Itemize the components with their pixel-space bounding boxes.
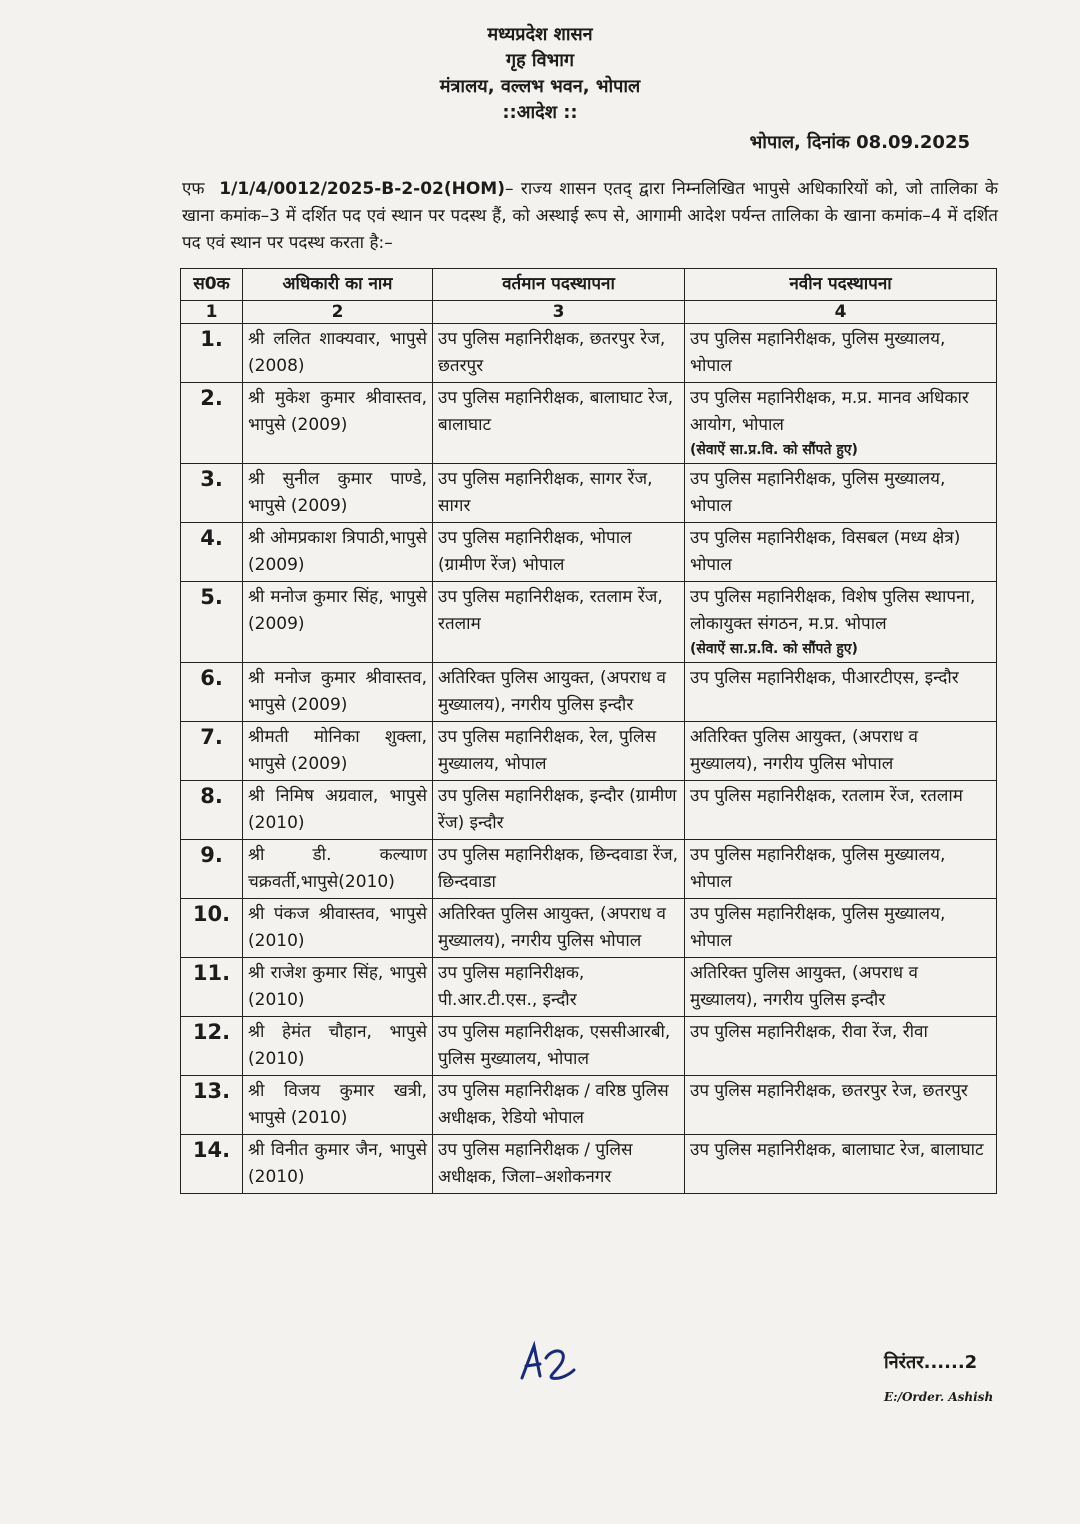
new-posting-text: उप पुलिस महानिरीक्षक, पीआरटीएस, इन्दौर <box>690 668 959 688</box>
officer-name-text: श्री मुकेश कुमार श्रीवास्तव, भापुसे (2009) <box>248 388 427 435</box>
place-date: भोपाल, दिनांक 08.09.2025 <box>749 132 970 153</box>
col-header-new-posting: नवीन पदस्थापना <box>685 269 997 301</box>
posting-note: (सेवाऐं सा.प्र.वि. को सौंपते हुए) <box>690 442 858 458</box>
govt-name: मध्यप्रदेश शासन <box>487 24 593 45</box>
new-posting <box>685 781 997 840</box>
order-body: – राज्य शासन एतद् द्वारा निम्नलिखित भापुसे अधिकारियों को, जो तालिका के खाना कमांक–3 में दर्शित पद एवं स्थान पर पदस्थ हैं, को अस्थाई रूप से, आगामी आदेश पर्यन्त तालिका के खाना कमांक–4 में दर्शित पद एवं स्थान पर पदस्थ करता है:– <box>182 179 998 253</box>
serial-number <box>181 663 243 722</box>
officer-name-text: श्रीमती मोनिका शुक्ला, भापुसे (2009) <box>248 727 427 774</box>
new-posting <box>685 1135 997 1194</box>
col-number: 1 <box>181 301 243 324</box>
officer-name-text: श्री सुनील कुमार पाण्डे, भापुसे (2009) <box>248 469 427 516</box>
table-row <box>181 464 997 523</box>
serial-number <box>181 1135 243 1194</box>
new-posting <box>685 1076 997 1135</box>
serial-number-text: 4. <box>200 526 223 550</box>
officer-name <box>243 464 433 523</box>
current-posting-text: उप पुलिस महानिरीक्षक, बालाघाट रेज, बालाघाट <box>438 388 674 435</box>
order-prefix: एफ <box>182 179 205 199</box>
new-posting-text: उप पुलिस महानिरीक्षक, रीवा रेंज, रीवा <box>690 1022 928 1042</box>
officer-name <box>243 722 433 781</box>
new-posting <box>685 899 997 958</box>
current-posting-text: उप पुलिस महानिरीक्षक / वरिष्ठ पुलिस अधीक्षक, रेडियो भोपाल <box>438 1081 669 1128</box>
new-posting-text: अतिरिक्त पुलिस आयुक्त, (अपराध व मुख्यालय), नगरीय पुलिस इन्दौर <box>690 963 918 1010</box>
new-posting <box>685 582 997 663</box>
table-row <box>181 324 997 383</box>
officer-name-text: श्री डी. कल्याण चक्रवर्ती,भापुसे(2010) <box>248 845 427 892</box>
order-reference-number: 1/1/4/0012/2025-B-2-02(HOM) <box>219 179 505 199</box>
current-posting <box>433 383 685 464</box>
new-posting-text: उप पुलिस महानिरीक्षक, बालाघाट रेज, बालाघाट <box>690 1140 984 1160</box>
new-posting-text: उप पुलिस महानिरीक्षक, रतलाम रेंज, रतलाम <box>690 786 963 806</box>
officer-name <box>243 1076 433 1135</box>
current-posting-text: उप पुलिस महानिरीक्षक, इन्दौर (ग्रामीण रेंज) इन्दौर <box>438 786 677 833</box>
serial-number-text: 2. <box>200 386 223 410</box>
officer-name <box>243 840 433 899</box>
serial-number-text: 1. <box>200 327 223 351</box>
table-row <box>181 1135 997 1194</box>
col-number: 2 <box>243 301 433 324</box>
serial-number-text: 6. <box>200 666 223 690</box>
serial-number-text: 3. <box>200 467 223 491</box>
posting-note: (सेवाऐं सा.प्र.वि. को सौंपते हुए) <box>690 641 858 657</box>
new-posting-text: अतिरिक्त पुलिस आयुक्त, (अपराध व मुख्यालय), नगरीय पुलिस भोपाल <box>690 727 918 774</box>
current-posting <box>433 958 685 1017</box>
officer-name-text: श्री राजेश कुमार सिंह, भापुसे (2010) <box>248 963 427 1010</box>
serial-number <box>181 958 243 1017</box>
serial-number <box>181 781 243 840</box>
serial-number <box>181 899 243 958</box>
table-row <box>181 1017 997 1076</box>
current-posting-text: उप पुलिस महानिरीक्षक, पी.आर.टी.एस., इन्दौर <box>438 963 585 1010</box>
officer-name-text: श्री हेमंत चौहान, भापुसे (2010) <box>248 1022 427 1069</box>
posting-table <box>180 268 997 1194</box>
new-posting-text: उप पुलिस महानिरीक्षक, म.प्र. मानव अधिकार आयोग, भोपाल <box>690 388 969 435</box>
new-posting-text: उप पुलिस महानिरीक्षक, विशेष पुलिस स्थापना, लोकायुक्त संगठन, म.प्र. भोपाल <box>690 587 976 634</box>
signature-mark <box>512 1338 582 1388</box>
continued-note: निरंतर......2 <box>884 1352 978 1373</box>
current-posting <box>433 840 685 899</box>
officer-name-text: श्री मनोज कुमार सिंह, भापुसे (2009) <box>248 587 427 634</box>
col-header-current-posting: वर्तमान पदस्थापना <box>433 269 685 301</box>
table-row <box>181 523 997 582</box>
current-posting <box>433 1076 685 1135</box>
new-posting <box>685 383 997 464</box>
table-row <box>181 722 997 781</box>
officer-name-text: श्री ललित शाक्यवार, भापुसे (2008) <box>248 329 427 376</box>
current-posting-text: उप पुलिस महानिरीक्षक, छतरपुर रेज, छतरपुर <box>438 329 666 376</box>
current-posting <box>433 324 685 383</box>
serial-number-text: 7. <box>200 725 223 749</box>
new-posting <box>685 958 997 1017</box>
serial-number <box>181 840 243 899</box>
officer-name <box>243 899 433 958</box>
current-posting <box>433 1017 685 1076</box>
new-posting-text: उप पुलिस महानिरीक्षक, पुलिस मुख्यालय, भोपाल <box>690 329 946 376</box>
table-row <box>181 383 997 464</box>
col-number: 4 <box>685 301 997 324</box>
new-posting-text: उप पुलिस महानिरीक्षक, विसबल (मध्य क्षेत्र) भोपाल <box>690 528 961 575</box>
officer-name <box>243 781 433 840</box>
current-posting <box>433 722 685 781</box>
current-posting <box>433 899 685 958</box>
officer-name <box>243 582 433 663</box>
new-posting-text: उप पुलिस महानिरीक्षक, पुलिस मुख्यालय, भोपाल <box>690 469 946 516</box>
table-row <box>181 663 997 722</box>
new-posting-text: उप पुलिस महानिरीक्षक, पुलिस मुख्यालय, भोपाल <box>690 845 946 892</box>
current-posting-text: अतिरिक्त पुलिस आयुक्त, (अपराध व मुख्यालय), नगरीय पुलिस भोपाल <box>438 904 666 951</box>
order-paragraph <box>182 176 998 257</box>
col-number: 3 <box>433 301 685 324</box>
serial-number <box>181 464 243 523</box>
col-header-officer-name: अधिकारी का नाम <box>243 269 433 301</box>
table-row <box>181 1076 997 1135</box>
serial-number <box>181 1076 243 1135</box>
current-posting <box>433 523 685 582</box>
officer-name-text: श्री विजय कुमार खत्री, भापुसे (2010) <box>248 1081 427 1128</box>
serial-number <box>181 582 243 663</box>
serial-number-text: 9. <box>200 843 223 867</box>
new-posting <box>685 1017 997 1076</box>
department-name: गृह विभाग <box>505 50 575 71</box>
new-posting-text: उप पुलिस महानिरीक्षक, पुलिस मुख्यालय, भोपाल <box>690 904 946 951</box>
table-row <box>181 781 997 840</box>
officer-name-text: श्री विनीत कुमार जैन, भापुसे (2010) <box>248 1140 427 1187</box>
current-posting-text: उप पुलिस महानिरीक्षक, छिन्दवाडा रेंज, छिन्दवाडा <box>438 845 679 892</box>
serial-number <box>181 383 243 464</box>
current-posting-text: उप पुलिस महानिरीक्षक, रेल, पुलिस मुख्यालय, भोपाल <box>438 727 657 774</box>
current-posting <box>433 781 685 840</box>
officer-name-text: श्री ओमप्रकाश त्रिपाठी,भापुसे (2009) <box>248 528 427 575</box>
serial-number-text: 5. <box>200 585 223 609</box>
serial-number <box>181 523 243 582</box>
new-posting <box>685 840 997 899</box>
officer-name <box>243 1135 433 1194</box>
letterhead <box>0 22 1080 126</box>
officer-name-text: श्री पंकज श्रीवास्तव, भापुसे (2010) <box>248 904 427 951</box>
officer-name <box>243 523 433 582</box>
column-number-row <box>181 301 997 324</box>
serial-number-text: 11. <box>192 961 231 985</box>
serial-number <box>181 1017 243 1076</box>
current-posting-text: उप पुलिस महानिरीक्षक, सागर रेंज, सागर <box>438 469 653 516</box>
officer-name <box>243 1017 433 1076</box>
table-row <box>181 582 997 663</box>
table-header-row <box>181 269 997 301</box>
current-posting-text: उप पुलिस महानिरीक्षक, रतलाम रेंज, रतलाम <box>438 587 663 634</box>
new-posting <box>685 464 997 523</box>
current-posting-text: उप पुलिस महानिरीक्षक / पुलिस अधीक्षक, जिला–अशोकनगर <box>438 1140 633 1187</box>
officer-name <box>243 383 433 464</box>
current-posting-text: उप पुलिस महानिरीक्षक, भोपाल (ग्रामीण रेंज) भोपाल <box>438 528 632 575</box>
new-posting <box>685 523 997 582</box>
new-posting-text: उप पुलिस महानिरीक्षक, छतरपुर रेज, छतरपुर <box>690 1081 968 1101</box>
current-posting <box>433 1135 685 1194</box>
office-address: मंत्रालय, वल्लभ भवन, भोपाल <box>439 76 641 97</box>
current-posting <box>433 582 685 663</box>
file-reference: E:/Order. Ashish <box>884 1390 994 1404</box>
current-posting <box>433 464 685 523</box>
current-posting-text: अतिरिक्त पुलिस आयुक्त, (अपराध व मुख्यालय), नगरीय पुलिस इन्दौर <box>438 668 666 715</box>
officer-name-text: श्री मनोज कुमार श्रीवास्तव, भापुसे (2009) <box>248 668 427 715</box>
officer-name <box>243 663 433 722</box>
new-posting <box>685 663 997 722</box>
officer-name-text: श्री निमिष अग्रवाल, भापुसे (2010) <box>248 786 427 833</box>
officer-name <box>243 324 433 383</box>
col-header-sno: स0क <box>181 269 243 301</box>
table-row <box>181 840 997 899</box>
table-row <box>181 958 997 1017</box>
serial-number-text: 13. <box>192 1079 231 1103</box>
current-posting <box>433 663 685 722</box>
order-heading: ::आदेश :: <box>502 102 578 123</box>
officer-name <box>243 958 433 1017</box>
new-posting <box>685 324 997 383</box>
serial-number-text: 12. <box>192 1020 231 1044</box>
serial-number <box>181 324 243 383</box>
serial-number-text: 8. <box>200 784 223 808</box>
current-posting-text: उप पुलिस महानिरीक्षक, एससीआरबी, पुलिस मुख्यालय, भोपाल <box>438 1022 671 1069</box>
table-row <box>181 899 997 958</box>
new-posting <box>685 722 997 781</box>
serial-number-text: 10. <box>192 902 231 926</box>
serial-number-text: 14. <box>192 1138 231 1162</box>
serial-number <box>181 722 243 781</box>
